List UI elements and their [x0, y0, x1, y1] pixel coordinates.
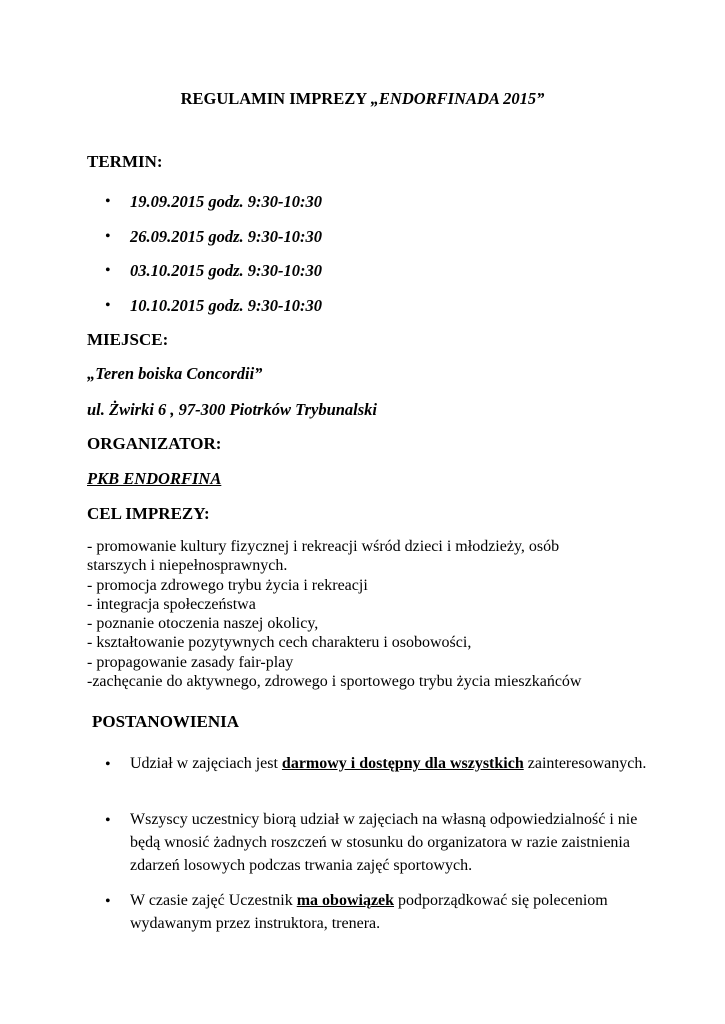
- page-title: [0, 89, 725, 109]
- termin-date-1: 19.09.2015 godz. 9:30-10:30: [130, 192, 323, 211]
- cel-heading: CEL IMPREZY:: [87, 504, 210, 523]
- title-event-name: „ENDORFINADA 2015”: [370, 89, 545, 108]
- goal-line: -zachęcanie do aktywnego, zdrowego i sportowego trybu życia mieszkańców: [87, 673, 582, 691]
- goal-line: - promowanie kultury fizycznej i rekreacji wśród dzieci i młodzieży, osób: [87, 538, 560, 555]
- goals-list: [87, 537, 687, 691]
- bullet-icon: •: [105, 812, 111, 829]
- bullet-icon: •: [105, 193, 111, 210]
- termin-date-3: 03.10.2015 godz. 9:30-10:30: [130, 261, 323, 280]
- provision-item-1: [130, 752, 650, 775]
- provision-text: W czasie zajęć Uczestnik: [130, 892, 297, 909]
- bullet-icon: •: [105, 262, 111, 279]
- bullet-icon: •: [105, 297, 111, 314]
- termin-date-2: 26.09.2015 godz. 9:30-10:30: [130, 227, 323, 246]
- organizator-heading: ORGANIZATOR:: [87, 434, 222, 453]
- provision-item-3: [130, 889, 650, 935]
- bullet-icon: •: [105, 228, 111, 245]
- provision-emphasis: darmowy i dostępny dla wszystkich: [281, 755, 524, 772]
- venue-address: ul. Żwirki 6 , 97-300 Piotrków Trybunalski: [87, 400, 378, 419]
- goal-line: - integracja społeczeństwa: [87, 595, 256, 613]
- provision-text: zainteresowanych.: [523, 755, 647, 772]
- goal-line: starszych i niepełnosprawnych.: [87, 557, 288, 575]
- bullet-icon: •: [105, 756, 111, 773]
- provision-text: podporządkować się poleceniom wydawanym przez instruktora, trenera.: [130, 892, 608, 932]
- goal-line: - kształtowanie pozytywnych cech charakteru i osobowości,: [87, 634, 472, 652]
- miejsce-heading: MIEJSCE:: [87, 330, 169, 349]
- goal-line: - propagowanie zasady fair-play: [87, 653, 294, 671]
- title-prefix: REGULAMIN IMPREZY: [180, 89, 371, 108]
- organizer-name: PKB ENDORFINA: [87, 469, 222, 488]
- postanowienia-heading: POSTANOWIENIA: [92, 712, 240, 731]
- venue-name: „Teren boiska Concordii”: [87, 364, 263, 383]
- provision-text: Wszyscy uczestnicy biorą udział w zajęciach na własną odpowiedzialność i nie będą wnosić żadnych roszczeń w stosunku do organizatora w razie zaistnienia zdarzeń losowych podczas trwania zajęć sportowych.: [130, 811, 638, 874]
- bullet-icon: •: [105, 893, 111, 910]
- termin-heading: TERMIN:: [87, 152, 163, 171]
- termin-date-4: 10.10.2015 godz. 9:30-10:30: [130, 296, 323, 315]
- goal-line: - promocja zdrowego trybu życia i rekreacji: [87, 576, 368, 594]
- provision-text: Udział w zajęciach jest: [130, 755, 282, 772]
- goal-line: - poznanie otoczenia naszej okolicy,: [87, 615, 319, 633]
- provision-item-2: [130, 808, 650, 877]
- provision-emphasis: ma obowiązek: [296, 892, 395, 909]
